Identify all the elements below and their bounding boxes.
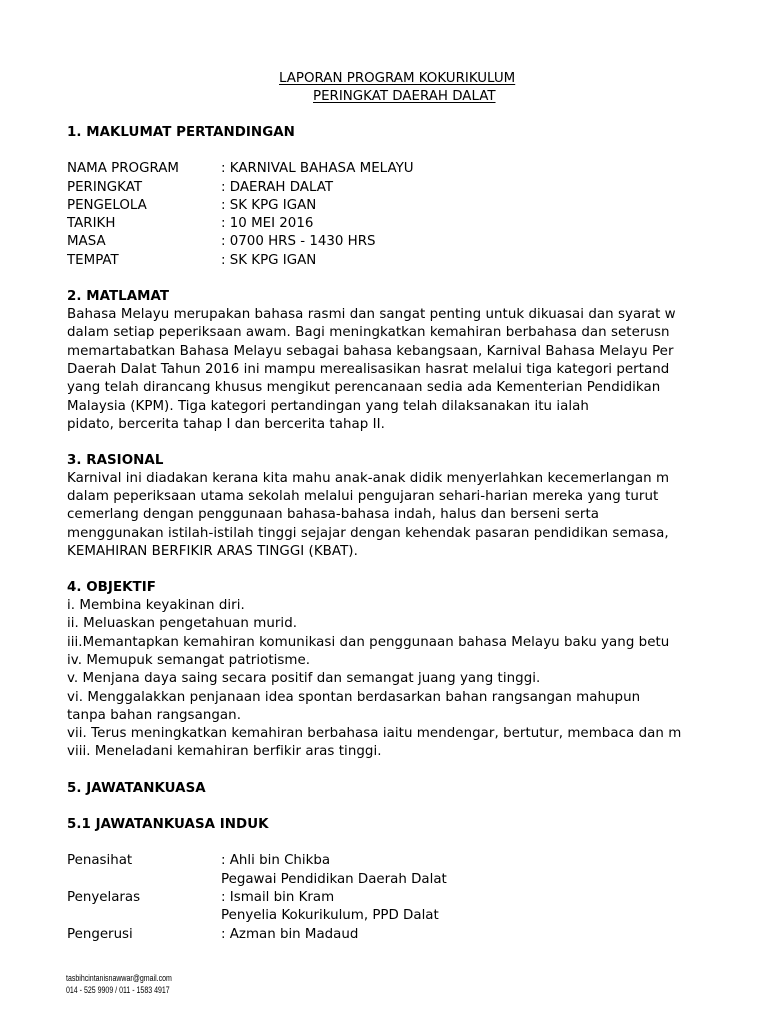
section2-heading: 2. MATLAMAT <box>67 289 170 304</box>
info-value-nama-program: : KARNIVAL BAHASA MELAYU <box>221 161 414 176</box>
paragraph-line: Daerah Dalat Tahun 2016 ini mampu merealisasikan hasrat melalui tiga kategori pertand <box>67 362 670 377</box>
paragraph-line: memartabatkan Bahasa Melayu sebagai bahasa kebangsaan, Karnival Bahasa Melayu Per <box>67 344 674 359</box>
committee-value-penyelaras: : Ismail bin Kram <box>221 890 335 905</box>
committee-value-penyelaras-title: Penyelia Kokurikulum, PPD Dalat <box>221 908 439 923</box>
objective-item: ii. Meluaskan pengetahuan murid. <box>67 616 298 631</box>
paragraph-line: dalam setiap peperiksaan awam. Bagi meningkatkan kemahiran berbahasa dan seterusn <box>67 325 670 340</box>
info-label-nama-program: NAMA PROGRAM <box>67 161 179 176</box>
objective-item: viii. Meneladani kemahiran berfikir aras tinggi. <box>67 744 382 759</box>
info-label-pengelola: PENGELOLA <box>67 198 147 213</box>
footer-phone: 014 - 525 9909 / 011 - 1583 4917 <box>66 985 170 995</box>
committee-value-pengerusi: : Azman bin Madaud <box>221 927 359 942</box>
paragraph-line: Malaysia (KPM). Tiga kategori pertandingan yang telah dilaksanakan itu ialah <box>67 399 589 414</box>
paragraph-line: KEMAHIRAN BERFIKIR ARAS TINGGI (KBAT). <box>67 544 358 559</box>
section3-heading: 3. RASIONAL <box>67 453 164 468</box>
info-value-tempat: : SK KPG IGAN <box>221 253 317 268</box>
document-title-line1: LAPORAN PROGRAM KOKURIKULUM <box>279 71 516 86</box>
document-title-line2: PERINGKAT DAERAH DALAT <box>313 89 496 104</box>
objective-item: i. Membina keyakinan diri. <box>67 598 245 613</box>
info-value-peringkat: : DAERAH DALAT <box>221 180 334 195</box>
info-value-masa: : 0700 HRS - 1430 HRS <box>221 234 376 249</box>
paragraph-line: Karnival ini diadakan kerana kita mahu anak-anak didik menyerlahkan kecemerlangan m <box>67 471 670 486</box>
paragraph-line: dalam peperiksaan utama sekolah melalui pengujaran sehari-harian mereka yang turut <box>67 489 659 504</box>
paragraph-line: yang telah dirancang khusus mengikut perencanaan sedia ada Kementerian Pendidikan <box>67 380 661 395</box>
objective-item: tanpa bahan rangsangan. <box>67 708 242 723</box>
committee-label-penyelaras: Penyelaras <box>67 890 141 905</box>
committee-label-pengerusi: Pengerusi <box>67 927 133 942</box>
info-label-tarikh: TARIKH <box>67 216 116 231</box>
objective-item: vi. Menggalakkan penjanaan idea spontan berdasarkan bahan rangsangan mahupun <box>67 690 641 705</box>
paragraph-line: Bahasa Melayu merupakan bahasa rasmi dan sangat penting untuk dikuasai dan syarat w <box>67 307 676 322</box>
footer-email: tasbihcintanisnawwar@gmail.com <box>66 973 172 983</box>
committee-value-penasihat-title: Pegawai Pendidikan Daerah Dalat <box>221 872 447 887</box>
paragraph-line: menggunakan istilah-istilah tinggi sejajar dengan kehendak pasaran pendidikan semasa, <box>67 526 669 541</box>
committee-label-penasihat: Penasihat <box>67 853 133 868</box>
objective-item: v. Menjana daya saing secara positif dan semangat juang yang tinggi. <box>67 671 541 686</box>
objective-item: iii.Memantapkan kemahiran komunikasi dan penggunaan bahasa Melayu baku yang betu <box>67 635 670 650</box>
info-label-masa: MASA <box>67 234 106 249</box>
paragraph-line: pidato, bercerita tahap I dan bercerita tahap II. <box>67 417 385 432</box>
section5-subheading: 5.1 JAWATANKUASA INDUK <box>67 817 269 832</box>
info-label-tempat: TEMPAT <box>67 253 119 268</box>
section1-heading: 1. MAKLUMAT PERTANDINGAN <box>67 125 295 140</box>
info-label-peringkat: PERINGKAT <box>67 180 143 195</box>
objective-item: vii. Terus meningkatkan kemahiran berbahasa iaitu mendengar, bertutur, membaca dan m <box>67 726 682 741</box>
section5-heading: 5. JAWATANKUASA <box>67 781 206 796</box>
paragraph-line: cemerlang dengan penggunaan bahasa-bahasa indah, halus dan berseni serta <box>67 507 600 522</box>
document-body <box>67 0 701 1024</box>
objective-item: iv. Memupuk semangat patriotisme. <box>67 653 311 668</box>
info-value-pengelola: : SK KPG IGAN <box>221 198 317 213</box>
info-value-tarikh: : 10 MEI 2016 <box>221 216 314 231</box>
committee-value-penasihat: : Ahli bin Chikba <box>221 853 331 868</box>
section4-heading: 4. OBJEKTIF <box>67 580 156 595</box>
